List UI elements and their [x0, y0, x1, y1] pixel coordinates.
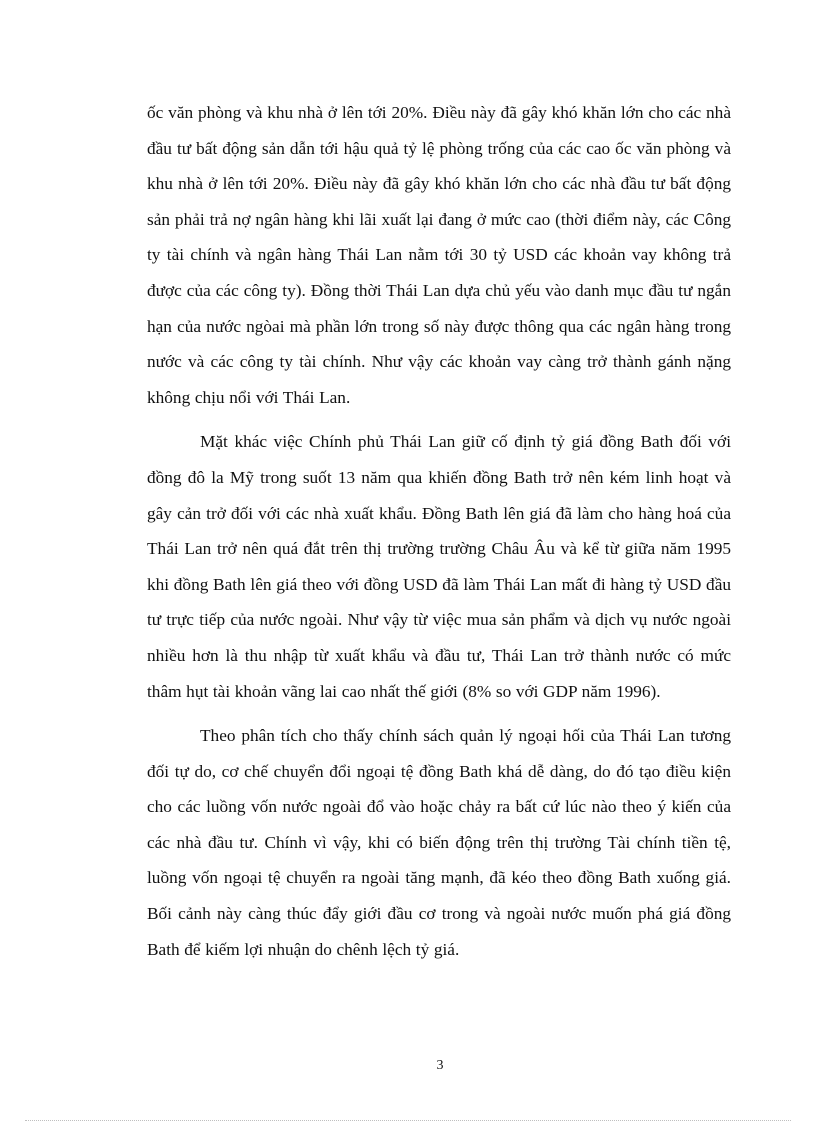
document-body [147, 95, 731, 976]
page-bottom-divider [25, 1120, 791, 1121]
paragraph-1: ốc văn phòng và khu nhà ở lên tới 20%. Điều này đã gây khó khăn lớn cho các nhà đầu tư bất động sản dẫn tới hậu quả tỷ lệ phòng trống của các cao ốc văn phòng và khu nhà ở lên tới 20%. Điều này đã gây khó khăn lớn cho các nhà đầu tư bất động sản phải trả nợ ngân hàng khi lãi xuất lại đang ở mức cao (thời điểm này, các Công ty tài chính và ngân hàng Thái Lan nằm tới 30 tỷ USD các khoản vay không trả được của các công ty). Đồng thời Thái Lan dựa chủ yếu vào danh mục đầu tư ngắn hạn của nước ngòai mà phần lớn trong số này được thông qua các ngân hàng trong nước và các công ty tài chính. Như vậy các khoản vay càng trở thành gánh nặng không chịu nổi với Thái Lan. [147, 103, 731, 407]
paragraph-2: Mặt khác việc Chính phủ Thái Lan giữ cố định tỷ giá đồng Bath đối với đồng đô la Mỹ trong suốt 13 năm qua khiến đồng Bath trở nên kém linh hoạt và gây cản trở đối với các nhà xuất khẩu. Đồng Bath lên giá đã làm cho hàng hoá của Thái Lan trở nên quá đắt trên thị trường trường Châu Âu và kể từ giữa năm 1995 khi đồng Bath lên giá theo với đồng USD đã làm Thái Lan mất đi hàng tỷ USD đầu tư trực tiếp của nước ngoài. Như vậy từ việc mua sản phẩm và dịch vụ nước ngoài nhiều hơn là thu nhập từ xuất khẩu và đầu tư, Thái Lan trở thành nước có mức thâm hụt tài khoản vãng lai cao nhất thế giới (8% so với GDP năm 1996). [147, 432, 731, 701]
page-number: 3 [436, 1058, 444, 1073]
paragraph-3: Theo phân tích cho thấy chính sách quản lý ngoại hối của Thái Lan tương đối tự do, cơ chế chuyển đổi ngoại tệ đồng Bath khá dễ dàng, do đó tạo điều kiện cho các luồng vốn nước ngoài đổ vào hoặc chảy ra bất cứ lúc nào theo ý kiến của các nhà đầu tư. Chính vì vậy, khi có biến động trên thị trường Tài chính tiền tệ, luồng vốn ngoại tệ chuyển ra ngoài tăng mạnh, đã kéo theo đồng Bath xuống giá. Bối cảnh này càng thúc đẩy giới đầu cơ trong và ngoài nước muốn phá giá đồng Bath để kiếm lợi nhuận do chênh lệch tỷ giá. [147, 726, 731, 959]
